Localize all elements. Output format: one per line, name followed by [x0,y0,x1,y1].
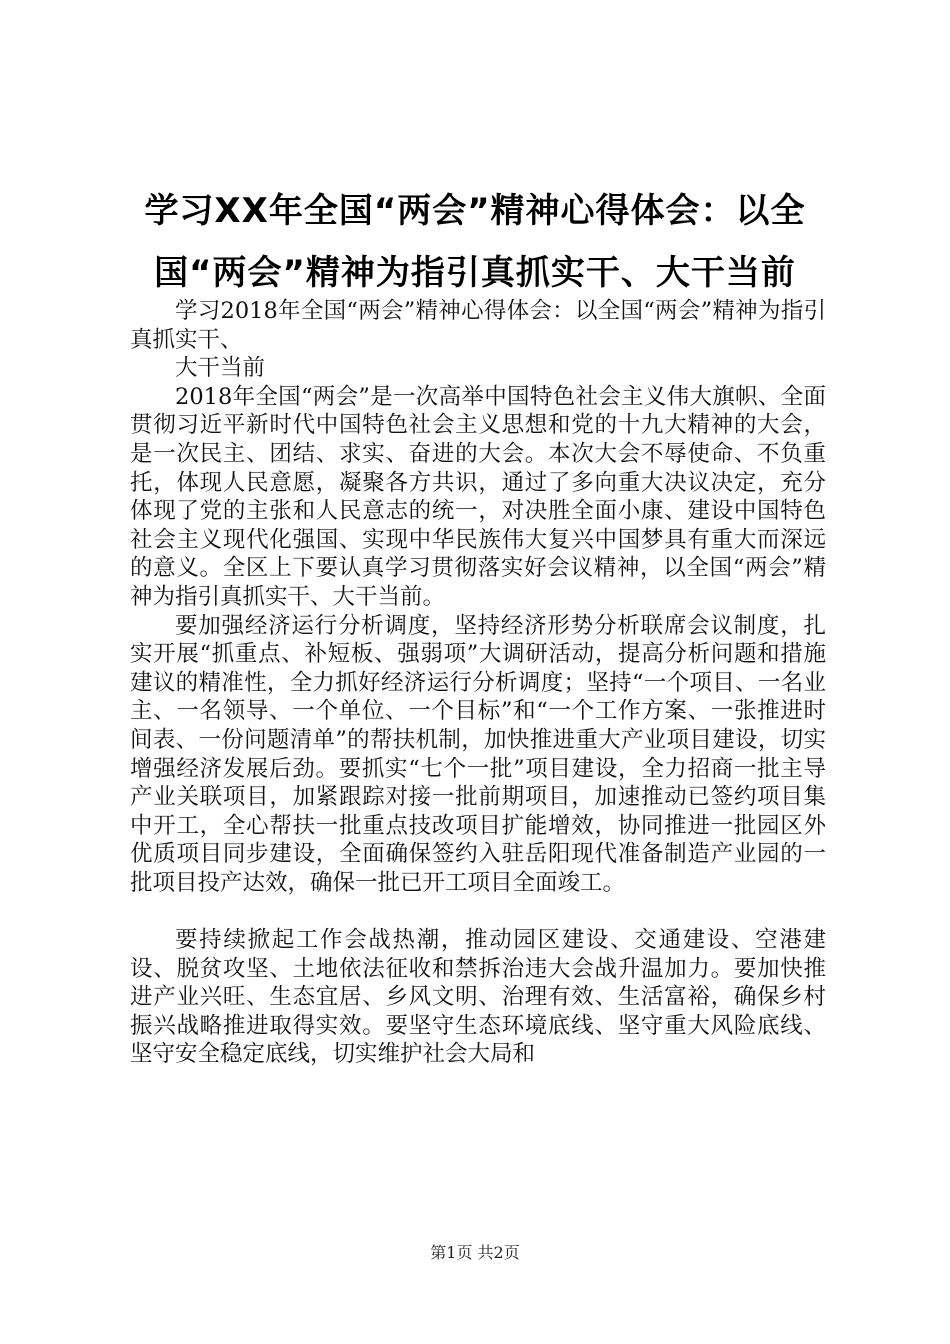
page-number: 第1页 共2页 [430,1243,520,1262]
paragraph-intro-line: 学习2018年全国“两会”精神心得体会：以全国“两会”精神为指引真抓实干、 [130,298,826,353]
paragraph-campaign: 要持续掀起工作会战热潮，推动园区建设、交通建设、空港建设、脱贫攻坚、土地依法征收和禁拆治违大会战升温加力。要加快推进产业兴旺、生态宜居、乡风文明、治理有效、生活富裕，确保乡村振兴战略推进取得实效。要坚守生态环境底线、坚守重大风险底线、坚守安全稳定底线，切实维护社会大局和 [130,927,826,1068]
paragraph-economy: 要加强经济运行分析调度，坚持经济形势分析联席会议制度，扎实开展“抓重点、补短板、强弱项”大调研活动，提高分析问题和措施建议的精准性，全力抓好经济运行分析调度；坚持“一个项目、一名业主、一名领导、一个单位、一个目标”和“一个工作方案、一张推进时间表、一份问题清单”的帮扶机制，加快推进重大产业项目建设，切实增强经济发展后劲。要抓实“七个一批”项目建设，全力招商一批主导产业关联项目，加紧跟踪对接一批前期项目，加速推动已签约项目集中开工，全心帮扶一批重点技改项目扩能增效，协同推进一批园区外优质项目同步建设，全面确保签约入驻岳阳现代准备制造产业园的一批项目投产达效，确保一批已开工项目全面竣工。 [130,612,826,896]
document-body [130,297,826,1069]
paragraph-overview: 2018年全国“两会”是一次高举中国特色社会主义伟大旗帜、全面贯彻习近平新时代中国特色社会主义思想和党的十九大精神的大会，是一次民主、团结、求实、奋进的大会。本次大会不辱使命、不负重托，体现人民意愿，凝聚各方共识，通过了多向重大决议决定，充分体现了党的主张和人民意志的统一，对决胜全面小康、建设中国特色社会主义现代化强国、实现中华民族伟大复兴中国梦具有重大而深远的意义。全区上下要认真学习贯彻落实好会议精神，以全国“两会”精神为指引真抓实干、大干当前。 [130,383,826,610]
document-title: 学习XX年全国“两会”精神心得体会：以全国“两会”精神为指引真抓实干、大干当前 [144,191,806,293]
paragraph-intro-tail: 大干当前 [175,355,266,382]
